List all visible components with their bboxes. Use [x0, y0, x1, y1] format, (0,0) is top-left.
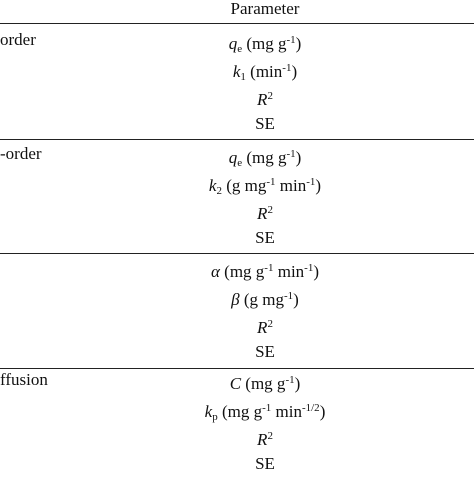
param-row: SE — [255, 228, 275, 247]
param-row: $k_p$ (mg $g^{-1}$ $\min^{-1/2}$) — [204, 402, 326, 423]
param-row: SE — [255, 342, 275, 361]
param-row: $q_e$ (mg $g^{-1}$) — [228, 34, 302, 55]
param-row: SE — [255, 114, 275, 133]
table-header — [0, 0, 474, 21]
param-row: SE — [255, 454, 275, 473]
param-row: β (g $mg^{-1}$) — [231, 290, 299, 309]
param-row: $R^2$ — [257, 90, 273, 109]
param-row: C (mg $g^{-1}$) — [229, 374, 301, 393]
header-divider — [0, 23, 474, 24]
model-label: order — [0, 30, 36, 49]
param-row: $R^2$ — [257, 430, 273, 449]
param-row: $q_e$ (mg $g^{-1}$) — [228, 148, 302, 169]
model-label: ffusion — [0, 370, 48, 389]
param-row: α (mg $g^{-1}$ $\min^{-1}$) — [210, 262, 320, 281]
param-row: $k_2$ (g $mg^{-1}$ $\min^{-1}$) — [208, 176, 322, 197]
param-row: $R^2$ — [257, 318, 273, 337]
model-label: -order — [0, 144, 42, 163]
param-row: $R^2$ — [257, 204, 273, 223]
parameter-column-header: Parameter — [230, 0, 300, 18]
param-row: $k_1$ $(\min^{-1})$ — [232, 62, 298, 83]
